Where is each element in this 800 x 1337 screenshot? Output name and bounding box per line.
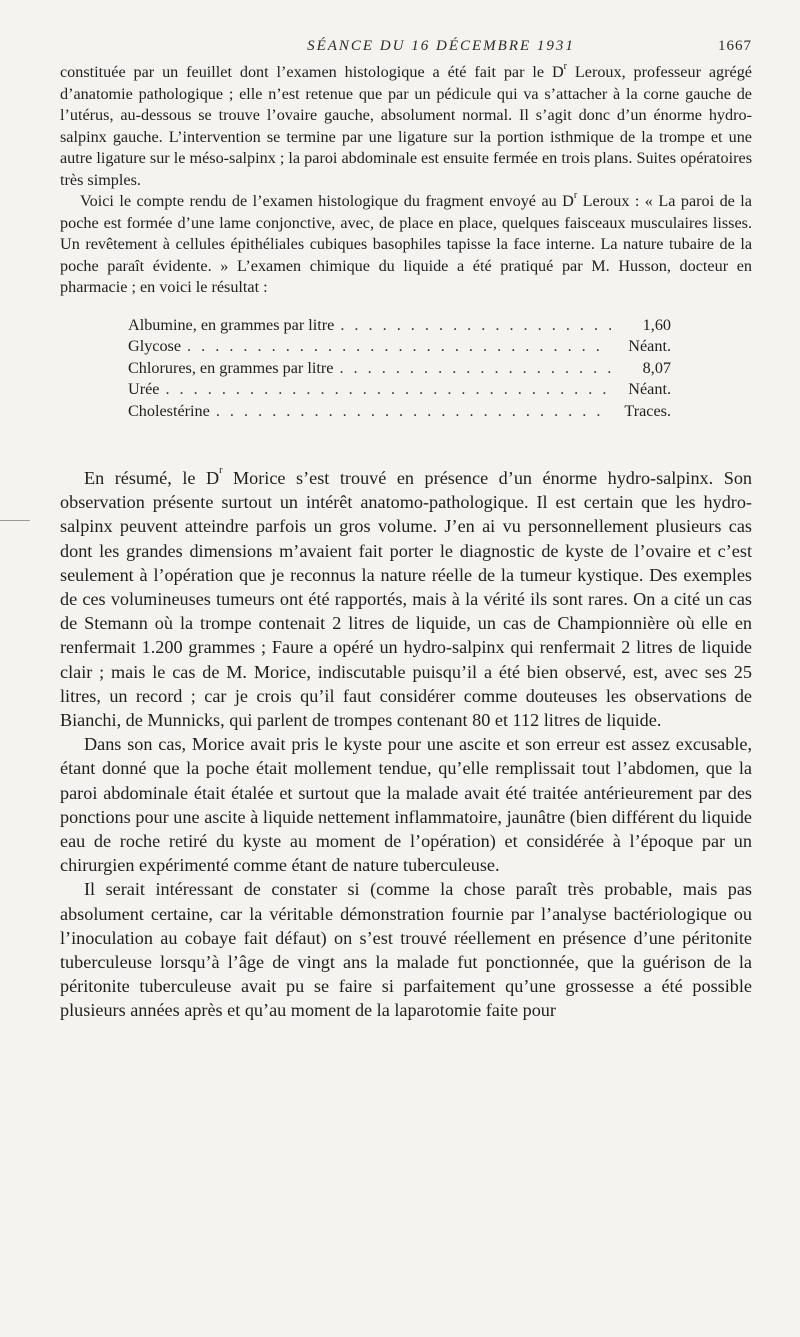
chemical-results-table (128, 315, 671, 423)
dot-leader (187, 336, 611, 358)
result-value: Néant. (628, 380, 671, 398)
result-row-glycose (128, 336, 671, 358)
result-label: Glycose (128, 337, 182, 355)
dot-leader (339, 358, 611, 380)
paragraph-summary: En résumé, le $D^r$ Morice s’est trouvé en présence d’un énorme hydro-salpinx. Son observation présente surtout un intérêt anatomo-pathologique. Il est certain que les hydro-salpinx peuvent atteindre parfois un gros volume. J’en ai vu personnellement plusieurs cas dont les grandes dimensions m’avaient fait porter le diagnostic de kyste de l’ovaire et c’est seulement à l’opération que je reconnus la nature réelle de la tumeur kystique. Des exemples de ces volumineuses tumeurs ont été rapportés, mais à la vérité ils sont rares. On a cité un cas de Stemann où la trompe contenait 2 litres de liquide, un cas de Championnière où elle en renfermait 1.200 grammes ; Faure a opéré un hydro-salpinx qui renfermait 2 litres de liquide clair ; mais le cas de M. Morice, indiscutable puisqu’il a été bien observé, est, avec ses 25 litres, un record ; car je crois qu’il faut considérer comme douteuses les observations de Bianchi, de Munnicks, qui parlent de trompes contenant 80 et 112 litres de liquide. (60, 465, 753, 731)
result-row-cholesterine (128, 401, 671, 423)
result-label: Chlorures, en grammes par litre (128, 358, 334, 377)
page-header (60, 38, 752, 62)
result-value: Traces. (624, 401, 671, 420)
dot-leader (216, 401, 611, 423)
paragraph-diagnosis: Dans son cas, Morice avait pris le kyste pour une ascite et son erreur est assez excusable, étant donné que la poche était mollement tendue, qu’elle remplissait tout l’abdomen, que la paroi abdominale était étalée et surtout que la malade avait été traitée antérieurement par des ponctions pour une ascite à liquide nettement inflammatoire, jaunâtre (bien différent du liquide eau de roche retiré du kyste au moment de l’opération) et considérée à l’époque par un chirurgien expérimenté comme étant de nature tuberculeuse. (60, 734, 752, 876)
dot-leader (165, 379, 611, 401)
result-value: 1,60 (642, 315, 671, 334)
paragraph-histology-report: Voici le compte rendu de l’examen histologique du fragment envoyé au $D^r$ Leroux : « La paroi de la poche est formée d’une lame conjonctive, avec, de place en place, quelques faisceaux musculaires lisses. Un revêtement à cellules épithéliales cubiques basophiles tapisse la face interne. La nature tubaire de la poche paraît évidente. » L’examen chimique du liquide a été pratiqué par M. Husson, docteur en pharmacie ; en voici le résultat : (60, 190, 752, 296)
paragraph-hypothesis: Il serait intéressant de constater si (comme la chose paraît très probable, mais pas absolument certaine, car la véritable démonstration fournie par l’analyse bactériologique ou l’inoculation au cobaye fait défaut) on s’est trouvé réellement en présence d’une péritonite tuberculeuse lorsqu’à l’âge de vingt ans la malade fut ponctionnée, que la guérison de la péritonite tuberculeuse avait pu se faire si parfaitement qu’une grossesse a été possible plusieurs années après et qu’au moment de la laparotomie faite pour (60, 879, 752, 1021)
result-label: Urée (128, 380, 160, 398)
result-row-chlorures (128, 358, 671, 380)
running-head: SÉANCE DU 16 DÉCEMBRE 1931 (307, 38, 575, 54)
paragraph-operation-description: constituée par un feuillet dont l’examen histologique a été fait par le $D^r$ Leroux, professeur agrégé d’anatomie pathologique ; elle n’est retenue que par un pédicule qui va s’attacher à la corne gauche de l’utérus, au-dessous se trouve l’ovaire gauche, absolument normal. Il s’agit donc d’un énorme hydro-salpinx gauche. L’intervention se termine par une ligature sur la portion isthmique de la trompe et une autre ligature sur le méso-salpinx ; la paroi abdominale est ensuite fermée en trois plans. Suites opératoires très simples. (60, 61, 752, 189)
result-value: Néant. (628, 337, 671, 355)
result-label: Cholestérine (128, 401, 210, 420)
small-text-section (60, 62, 752, 299)
result-row-albumine (128, 315, 671, 337)
page-number: 1667 (718, 38, 752, 54)
dot-leader (340, 315, 611, 337)
result-label: Albumine, en grammes par litre (128, 315, 335, 334)
result-row-uree (128, 379, 671, 401)
margin-rule (0, 520, 30, 521)
result-value: 8,07 (642, 358, 671, 377)
large-text-section (60, 466, 752, 1023)
